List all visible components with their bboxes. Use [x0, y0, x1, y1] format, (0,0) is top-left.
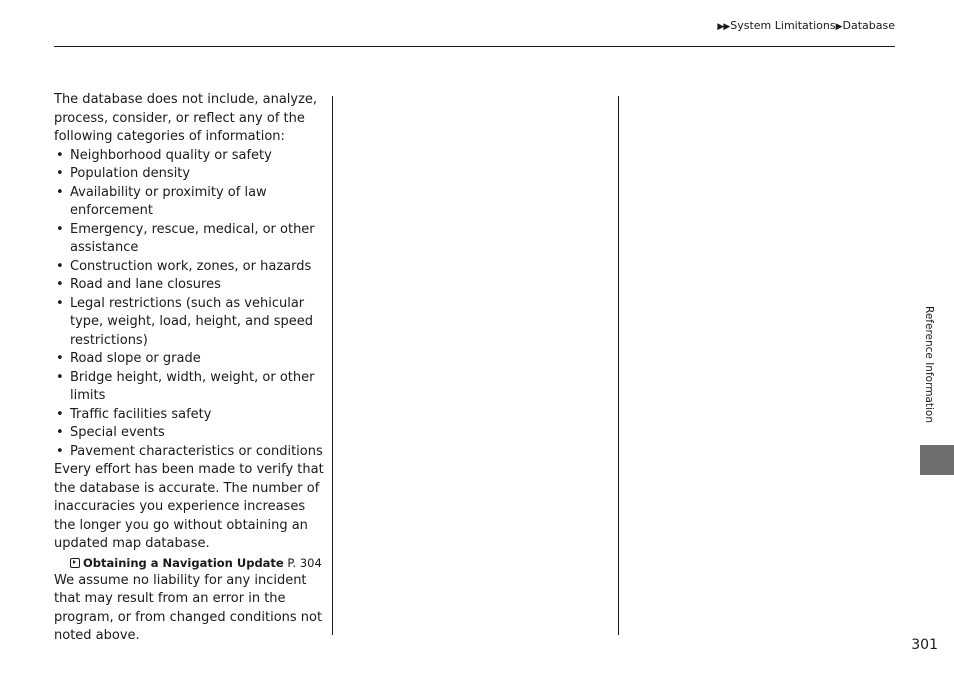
liability-paragraph: We assume no liability for any incident that may result from an error in the program, or from changed conditions not noted above. — [54, 572, 323, 643]
breadcrumb — [717, 19, 895, 32]
cross-reference-page[interactable]: P. 304 — [287, 555, 322, 570]
section-label: Reference Information — [923, 306, 935, 423]
section-tab — [920, 445, 954, 475]
list-item: • Construction work, zones, or hazards — [54, 258, 326, 277]
list-item: • Bridge height, width, weight, or other limits — [54, 369, 326, 406]
header-divider — [54, 46, 895, 47]
page-number: 301 — [911, 637, 938, 653]
breadcrumb-item-system-limitations[interactable]: System Limitations — [730, 19, 836, 32]
effort-paragraph: Every effort has been made to verify that the database is accurate. The number of inaccuracies you experience increases the longer you go without obtaining an updated map database. — [54, 462, 324, 551]
content-column — [54, 91, 326, 646]
cross-reference-title[interactable]: Obtaining a Navigation Update — [83, 555, 284, 570]
list-item: • Legal restrictions (such as vehicular type, weight, load, height, and speed restrictions) — [54, 295, 326, 351]
excluded-info-list — [54, 147, 326, 462]
breadcrumb-item-database[interactable]: Database — [842, 19, 895, 32]
list-item: • Population density — [54, 165, 326, 184]
cross-reference-icon — [70, 558, 80, 568]
column-divider-2 — [618, 96, 619, 635]
column-divider-1 — [332, 96, 333, 635]
intro-paragraph: The database does not include, analyze, process, consider, or reflect any of the following categories of information: — [54, 92, 318, 144]
cross-reference-link[interactable] — [54, 554, 326, 572]
list-item: • Neighborhood quality or safety — [54, 147, 326, 166]
list-item: • Traffic facilities safety — [54, 406, 326, 425]
list-item: • Pavement characteristics or conditions — [54, 443, 326, 462]
list-item: • Emergency, rescue, medical, or other assistance — [54, 221, 326, 258]
double-arrow-icon: ▶▶ — [717, 22, 730, 32]
list-item: • Availability or proximity of law enforcement — [54, 184, 326, 221]
list-item: • Special events — [54, 424, 326, 443]
arrow-icon: ▶ — [835, 22, 842, 32]
list-item: • Road and lane closures — [54, 276, 326, 295]
list-item: • Road slope or grade — [54, 350, 326, 369]
